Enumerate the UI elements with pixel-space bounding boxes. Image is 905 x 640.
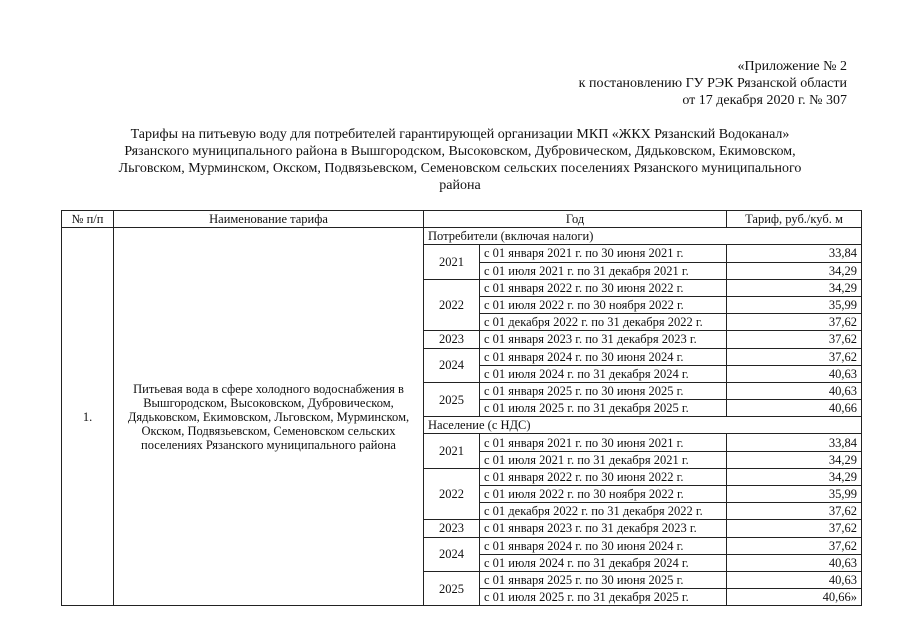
period-cell: с 01 января 2021 г. по 30 июня 2021 г. (480, 245, 727, 262)
rate-cell: 37,62 (727, 503, 862, 520)
rate-cell: 33,84 (727, 434, 862, 451)
document-title (60, 126, 860, 194)
header-name: Наименование тарифа (114, 211, 424, 228)
rate-cell: 40,63 (727, 571, 862, 588)
header-num: № п/п (62, 211, 114, 228)
appendix-date: от 17 декабря 2020 г. № 307 (682, 93, 847, 108)
title-line: Льговском, Мурминском, Окском, Подвязьевском, Семеновском сельских поселениях Рязанского муниципального (118, 161, 802, 176)
period-cell: с 01 июля 2022 г. по 30 ноября 2022 г. (480, 296, 727, 313)
rate-cell: 40,66» (727, 589, 862, 606)
table-header-row (62, 211, 862, 228)
year-cell: 2025 (424, 571, 480, 605)
rate-cell: 34,29 (727, 279, 862, 296)
rate-cell: 40,63 (727, 554, 862, 571)
period-cell: с 01 января 2023 г. по 31 декабря 2023 г. (480, 331, 727, 348)
year-cell: 2022 (424, 468, 480, 520)
appendix-reference (579, 58, 847, 109)
rate-cell: 34,29 (727, 468, 862, 485)
rate-cell: 40,66 (727, 400, 862, 417)
rate-cell: 40,63 (727, 365, 862, 382)
title-line: района (439, 178, 481, 193)
rate-cell: 35,99 (727, 486, 862, 503)
row-number: 1. (62, 228, 114, 606)
appendix-title: «Приложение № 2 (737, 59, 847, 74)
period-cell: с 01 июля 2021 г. по 31 декабря 2021 г. (480, 451, 727, 468)
year-cell: 2025 (424, 382, 480, 416)
period-cell: с 01 июля 2024 г. по 31 декабря 2024 г. (480, 365, 727, 382)
period-cell: с 01 июля 2024 г. по 31 декабря 2024 г. (480, 554, 727, 571)
period-cell: с 01 января 2021 г. по 30 июня 2021 г. (480, 434, 727, 451)
period-cell: с 01 декабря 2022 г. по 31 декабря 2022 г. (480, 503, 727, 520)
period-cell: с 01 июля 2025 г. по 31 декабря 2025 г. (480, 400, 727, 417)
rate-cell: 37,62 (727, 520, 862, 537)
header-year: Год (424, 211, 727, 228)
period-cell: с 01 января 2024 г. по 30 июня 2024 г. (480, 348, 727, 365)
rate-cell: 34,29 (727, 451, 862, 468)
period-cell: с 01 января 2022 г. по 30 июня 2022 г. (480, 279, 727, 296)
year-cell: 2021 (424, 245, 480, 279)
year-cell: 2023 (424, 520, 480, 537)
rate-cell: 34,29 (727, 262, 862, 279)
consumer-group-label: Потребители (включая налоги) (424, 228, 862, 245)
period-cell: с 01 июля 2021 г. по 31 декабря 2021 г. (480, 262, 727, 279)
title-line: Рязанского муниципального района в Вышгородском, Высоковском, Дубровическом, Дядьковском, Екимовском, (124, 144, 796, 159)
period-cell: с 01 декабря 2022 г. по 31 декабря 2022 г. (480, 314, 727, 331)
period-cell: с 01 января 2025 г. по 30 июня 2025 г. (480, 571, 727, 588)
rate-cell: 37,62 (727, 348, 862, 365)
rate-cell: 33,84 (727, 245, 862, 262)
rate-cell: 37,62 (727, 331, 862, 348)
rate-cell: 37,62 (727, 537, 862, 554)
year-cell: 2023 (424, 331, 480, 348)
period-cell: с 01 июля 2022 г. по 30 ноября 2022 г. (480, 486, 727, 503)
year-cell: 2024 (424, 348, 480, 382)
tariff-table (61, 210, 862, 606)
period-cell: с 01 июля 2025 г. по 31 декабря 2025 г. (480, 589, 727, 606)
rate-cell: 35,99 (727, 296, 862, 313)
consumer-group-label: Население (с НДС) (424, 417, 862, 434)
header-rate: Тариф, руб./куб. м (727, 211, 862, 228)
period-cell: с 01 января 2023 г. по 31 декабря 2023 г. (480, 520, 727, 537)
period-cell: с 01 января 2025 г. по 30 июня 2025 г. (480, 382, 727, 399)
group-row (62, 228, 862, 245)
year-cell: 2021 (424, 434, 480, 468)
title-line: Тарифы на питьевую воду для потребителей гарантирующей организации МКП «ЖКХ Рязанский Водоканал» (130, 127, 790, 142)
year-cell: 2024 (424, 537, 480, 571)
tariff-name: Питьевая вода в сфере холодного водоснабжения в Вышгородском, Высоковском, Дубровическом, Дядьковском, Екимовском, Льговском, Мурминском, Окском, Подвязьевском, Семеновском сельских поселениях Рязанского муниципального района (114, 228, 424, 606)
period-cell: с 01 января 2022 г. по 30 июня 2022 г. (480, 468, 727, 485)
appendix-decree: к постановлению ГУ РЭК Рязанской области (578, 76, 847, 91)
period-cell: с 01 января 2024 г. по 30 июня 2024 г. (480, 537, 727, 554)
rate-cell: 40,63 (727, 382, 862, 399)
tariff-table-body (62, 228, 862, 606)
year-cell: 2022 (424, 279, 480, 331)
rate-cell: 37,62 (727, 314, 862, 331)
